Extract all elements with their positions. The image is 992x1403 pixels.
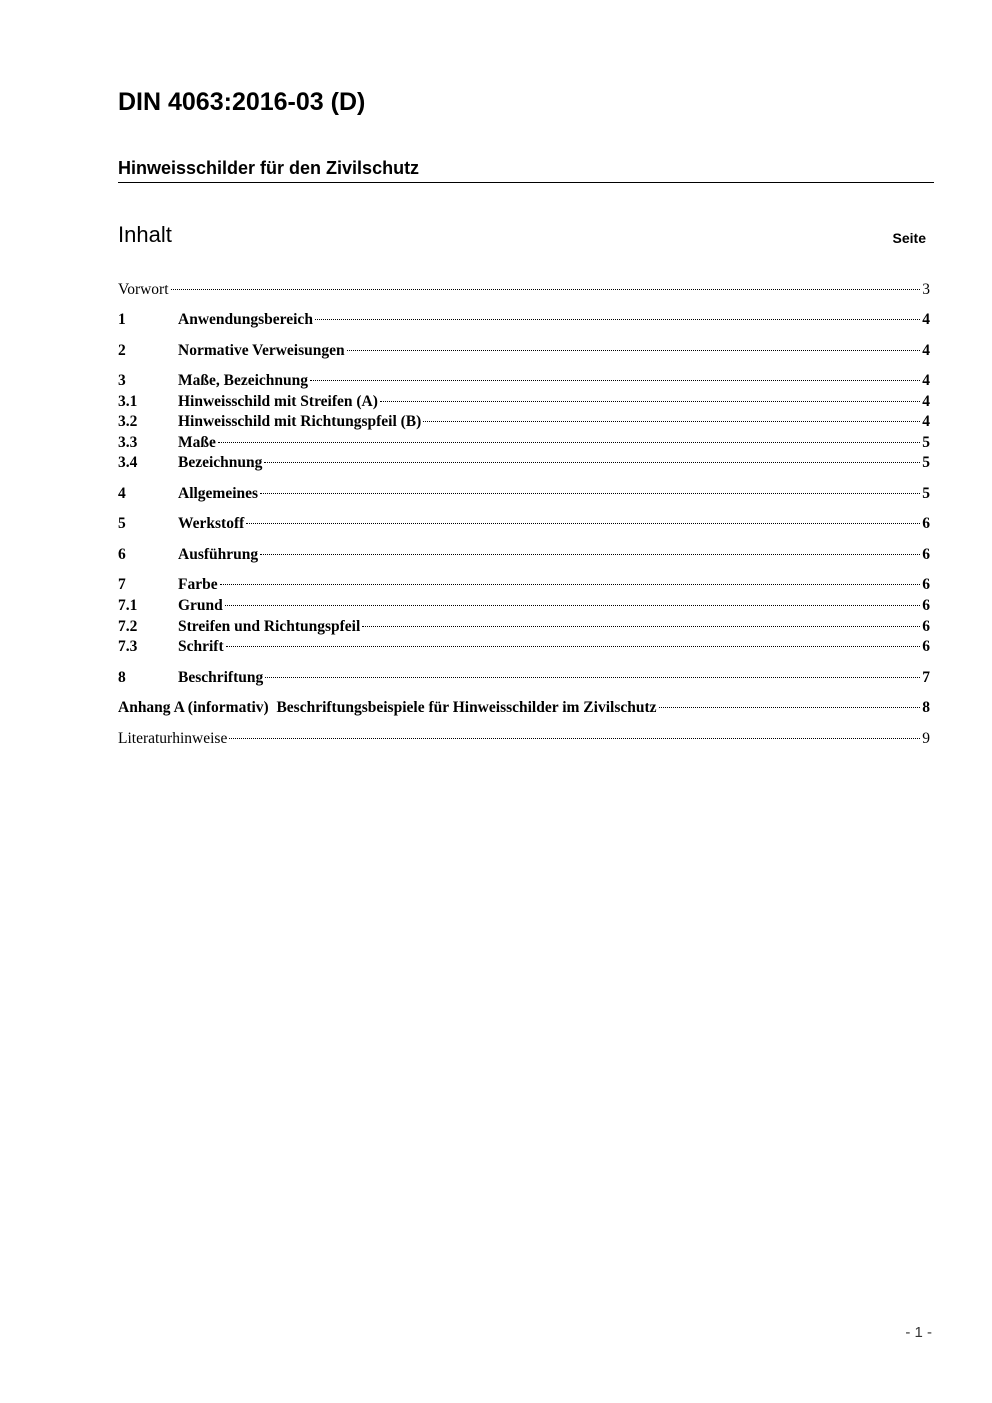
- toc-leader-dots: [225, 605, 920, 606]
- toc-leader-dots: [260, 493, 920, 494]
- toc-entry-label: Streifen und Richtungspfeil: [178, 618, 361, 635]
- toc-entry-3-4[interactable]: [118, 453, 930, 473]
- toc-leader-dots: [260, 554, 920, 555]
- toc-entry-label: Hinweisschild mit Richtungspfeil (B): [178, 413, 422, 430]
- toc-entry-page: 4: [922, 393, 930, 410]
- toc-entry-label: Hinweisschild mit Streifen (A): [178, 393, 378, 410]
- toc-entry-3-1[interactable]: [118, 392, 930, 412]
- toc-entry-page: 6: [922, 515, 930, 532]
- toc-entry-page: 5: [922, 454, 930, 471]
- toc-entry-label: Literaturhinweise: [118, 730, 228, 747]
- toc-leader-dots: [347, 350, 921, 351]
- toc-entry-3-2[interactable]: [118, 412, 930, 432]
- toc-entry-number: 7: [118, 576, 126, 593]
- toc-entry-label: Schrift: [178, 638, 224, 655]
- toc-entry-label: Maße: [178, 434, 216, 451]
- toc-entry-3[interactable]: [118, 371, 930, 391]
- toc-leader-dots: [171, 289, 921, 290]
- toc-entry-number: 6: [118, 546, 126, 563]
- toc-entry-number: 7.1: [118, 597, 138, 614]
- toc-leader-dots: [264, 462, 920, 463]
- toc-entry-page: 5: [922, 434, 930, 451]
- toc-leader-dots: [226, 646, 921, 647]
- toc-entry-label: Normative Verweisungen: [178, 342, 345, 359]
- toc-entry-number: 7.3: [118, 638, 138, 655]
- toc-entry-6[interactable]: [118, 545, 930, 565]
- toc-leader-dots: [362, 626, 920, 627]
- toc-entry-number: 2: [118, 342, 126, 359]
- toc-entry-5[interactable]: [118, 514, 930, 534]
- toc-entry-7-3[interactable]: [118, 637, 930, 657]
- toc-entry-7-1[interactable]: [118, 596, 930, 616]
- toc-entry-label: Allgemeines: [178, 485, 259, 502]
- toc-leader-dots: [218, 442, 920, 443]
- toc-leader-dots: [380, 401, 920, 402]
- toc-entry-number: 3.4: [118, 454, 138, 471]
- page-number: - 1 -: [905, 1324, 932, 1341]
- toc-entry-number: 5: [118, 515, 126, 532]
- document-title: Hinweisschilder für den Zivilschutz: [118, 158, 934, 183]
- toc-entry-page: 4: [922, 342, 930, 359]
- toc-entry-page: 6: [922, 576, 930, 593]
- toc-entry-number: 3.2: [118, 413, 138, 430]
- toc-entry-page: 4: [922, 311, 930, 328]
- toc-entry-3-3[interactable]: [118, 433, 930, 453]
- toc-leader-dots: [315, 319, 920, 320]
- toc-entry-page: 6: [922, 638, 930, 655]
- toc-leader-dots: [246, 523, 920, 524]
- toc-entry-4[interactable]: [118, 484, 930, 504]
- toc-entry-label: Werkstoff: [178, 515, 245, 532]
- toc-entry-number: 7.2: [118, 618, 138, 635]
- toc-header: [118, 222, 926, 252]
- toc-entry-vorwort[interactable]: [118, 280, 930, 300]
- toc-entry-7-2[interactable]: [118, 617, 930, 637]
- toc-entry-number: 3.3: [118, 434, 138, 451]
- toc-entry-number: 8: [118, 669, 126, 686]
- toc-entry-page: 4: [922, 413, 930, 430]
- toc-entry-page: 8: [922, 699, 930, 716]
- toc-entry-page: 6: [922, 618, 930, 635]
- toc-entry-label: Ausführung: [178, 546, 259, 563]
- toc-entry-1[interactable]: [118, 310, 930, 330]
- toc-entry-label: Beschriftung: [178, 669, 264, 686]
- toc-entry-page: 4: [922, 372, 930, 389]
- toc-entry-number: 1: [118, 311, 126, 328]
- toc-entry-2[interactable]: [118, 341, 930, 361]
- toc-entry-label: Maße, Bezeichnung: [178, 372, 309, 389]
- toc-leader-dots: [229, 738, 920, 739]
- toc-entry-8[interactable]: [118, 668, 930, 688]
- toc-entry-page: 6: [922, 597, 930, 614]
- toc-entry-number: 4: [118, 485, 126, 502]
- toc-entry-label: Grund: [178, 597, 223, 614]
- toc-entry-page: 6: [922, 546, 930, 563]
- toc-entry-label: Bezeichnung: [178, 454, 263, 471]
- toc-leader-dots: [220, 584, 921, 585]
- toc-entry-label: Farbe: [178, 576, 218, 593]
- toc-entry-page: 3: [922, 281, 930, 298]
- toc-entry-label: Anwendungsbereich: [178, 311, 313, 328]
- toc-leader-dots: [310, 380, 920, 381]
- toc-entry-page: 5: [922, 485, 930, 502]
- document-id: DIN 4063:2016-03 (D): [118, 88, 366, 116]
- toc-entry-literaturhinweise[interactable]: [118, 729, 930, 749]
- toc-leader-dots: [423, 421, 920, 422]
- toc-entry-label: Vorwort: [118, 281, 169, 298]
- toc-entry-anhang-a[interactable]: [118, 698, 930, 718]
- toc-leader-dots: [265, 677, 920, 678]
- toc-heading: Inhalt: [118, 222, 172, 247]
- toc-entry-page: 9: [922, 730, 930, 747]
- toc-page-column-label: Seite: [892, 230, 926, 246]
- toc-entry-label: Anhang A (informativ) Beschriftungsbeispiele für Hinweisschilder im Zivilschutz: [118, 699, 657, 716]
- toc-entry-page: 7: [922, 669, 930, 686]
- toc-leader-dots: [659, 707, 921, 708]
- toc-entry-number: 3.1: [118, 393, 138, 410]
- toc-entry-7[interactable]: [118, 575, 930, 595]
- toc-entry-number: 3: [118, 372, 126, 389]
